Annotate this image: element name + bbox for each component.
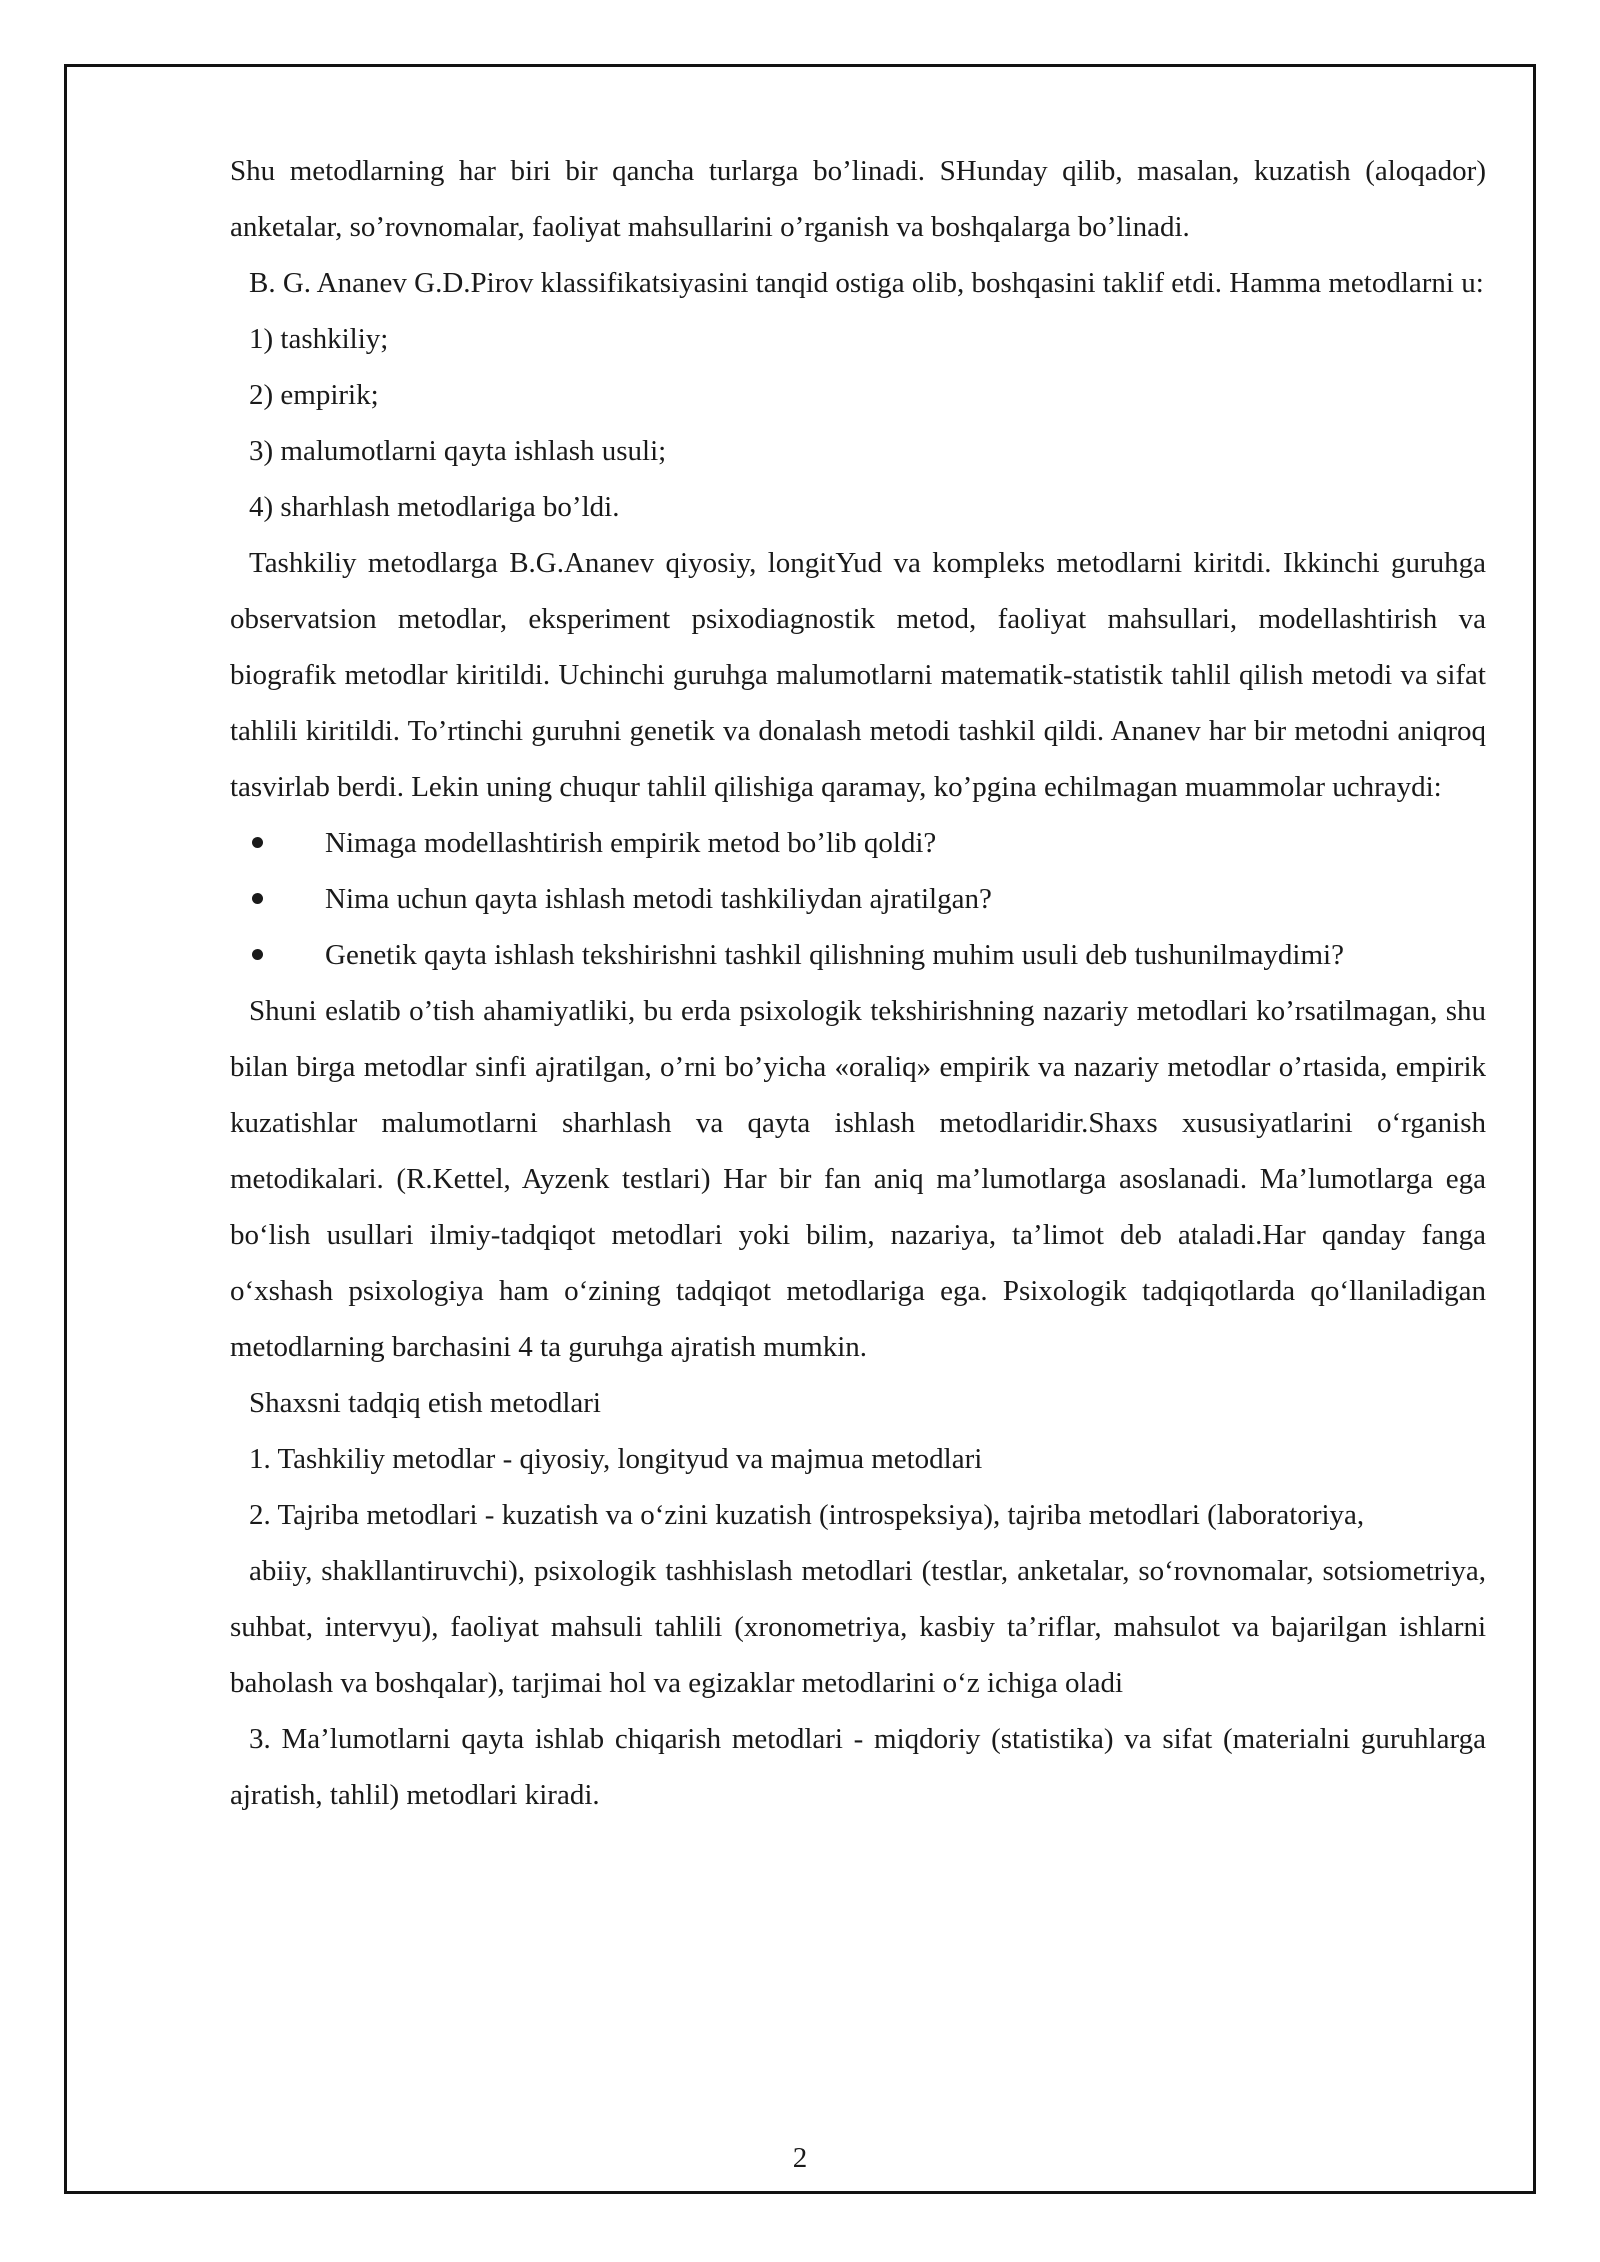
list-item-empirical: 2) empirik; <box>249 379 379 411</box>
bullet-item <box>230 871 1486 927</box>
numbered-item-experimental-methods: 2. Tajriba metodlari - kuzatish va o‘zini kuzatish (introspeksiya), tajriba metodlari (laboratoriya, <box>249 1499 1365 1531</box>
paragraph-experimental-methods-continued: abiiy, shakllantiruvchi), psixologik tashhislash metodlari (testlar, anketalar, so‘rovnomalar, sotsiometriya, suhbat, intervyu), faoliyat mahsuli tahlili (xronometriya, kasbiy ta’riflar, mahsulot va bajarilgan ishlarni baholash va boshqalar), tarjimai hol va egizaklar metodlarini o‘z ichiga oladi <box>230 1555 1486 1699</box>
bullet-item <box>230 927 1486 983</box>
bullet-dot-icon <box>252 893 263 904</box>
bullet-dot-icon <box>252 837 263 848</box>
page-number: 2 <box>792 2142 808 2174</box>
bullet-dot-icon <box>252 949 263 960</box>
list-item-data-processing: 3) malumotlarni qayta ishlash usuli; <box>249 435 667 467</box>
bullet-item <box>230 815 1486 871</box>
document-body <box>230 143 1486 1823</box>
bullet-text: Nima uchun qayta ishlash metodi tashkiliydan ajratilgan? <box>325 883 992 915</box>
paragraph-method-groups: Tashkiliy metodlarga B.G.Ananev qiyosiy, longitYud va kompleks metodlarni kiritdi. Ikkinchi guruhga observatsion metodlar, eksperiment psixodiagnostik metod, faoliyat mahsullari, modellashtirish va biografik metodlar kiritildi. Uchinchi guruhga malumotlarni matematik-statistik tahlil qilish metodi va sifat tahlili kiritildi. To’rtinchi guruhni genetik va donalash metodi tashkil qildi. Ananev har bir metodni aniqroq tasvirlab berdi. Lekin uning chuqur tahlil qilishiga qaramay, ko’pgina echilmagan muammolar uchraydi: <box>230 547 1486 803</box>
numbered-item-data-processing-methods: 3. Ma’lumotlarni qayta ishlab chiqarish metodlari - miqdoriy (statistika) va sifat (materialni guruhlarga ajratish, tahlil) metodlari kiradi. <box>230 1723 1486 1811</box>
section-heading-personality-methods: Shaxsni tadqiq etish metodlari <box>249 1387 601 1419</box>
list-item-organizational: 1) tashkiliy; <box>249 323 389 355</box>
paragraph-ananev-classification: B. G. Ananev G.D.Pirov klassifikatsiyasini tanqid ostiga olib, boshqasini taklif etdi. Hamma metodlarni u: <box>249 267 1484 299</box>
paragraph-theoretical-methods: Shuni eslatib o’tish ahamiyatliki, bu erda psixologik tekshirishning nazariy metodlari ko’rsatilmagan, shu bilan birga metodlar sinfi ajratilgan, o’rni bo’yicha «oraliq» empirik va nazariy metodlar o’rtasida, empirik kuzatishlar malumotlarni sharhlash va qayta ishlash metodlaridir.Shaxs xususiyatlarini o‘rganish metodikalari. (R.Kettel, Ayzenk testlari) Har bir fan aniq ma’lumotlarga asoslanadi. Ma’lumotlarga ega bo‘lish usullari ilmiy-tadqiqot metodlari yoki bilim, nazariya, ta’limot deb ataladi.Har qanday fanga o‘xshash psixologiya ham o‘zining tadqiqot metodlariga ega. Psixologik tadqiqotlarda qo‘llaniladigan metodlarning barchasini 4 ta guruhga ajratish mumkin. <box>230 995 1486 1363</box>
question-bullet-list <box>230 815 1486 983</box>
paragraph-methods-division: Shu metodlarning har biri bir qancha turlarga bo’linadi. SHunday qilib, masalan, kuzatish (aloqador) anketalar, so’rovnomalar, faoliyat mahsullarini o’rganish va boshqalarga bo’linadi. <box>230 155 1486 243</box>
list-item-interpretation: 4) sharhlash metodlariga bo’ldi. <box>249 491 620 523</box>
bullet-text: Nimaga modellashtirish empirik metod bo’lib qoldi? <box>325 827 937 859</box>
bullet-text: Genetik qayta ishlash tekshirishni tashkil qilishning muhim usuli deb tushunilmaydimi? <box>325 939 1344 971</box>
numbered-item-organizational-methods: 1. Tashkiliy metodlar - qiyosiy, longityud va majmua metodlari <box>249 1443 983 1475</box>
